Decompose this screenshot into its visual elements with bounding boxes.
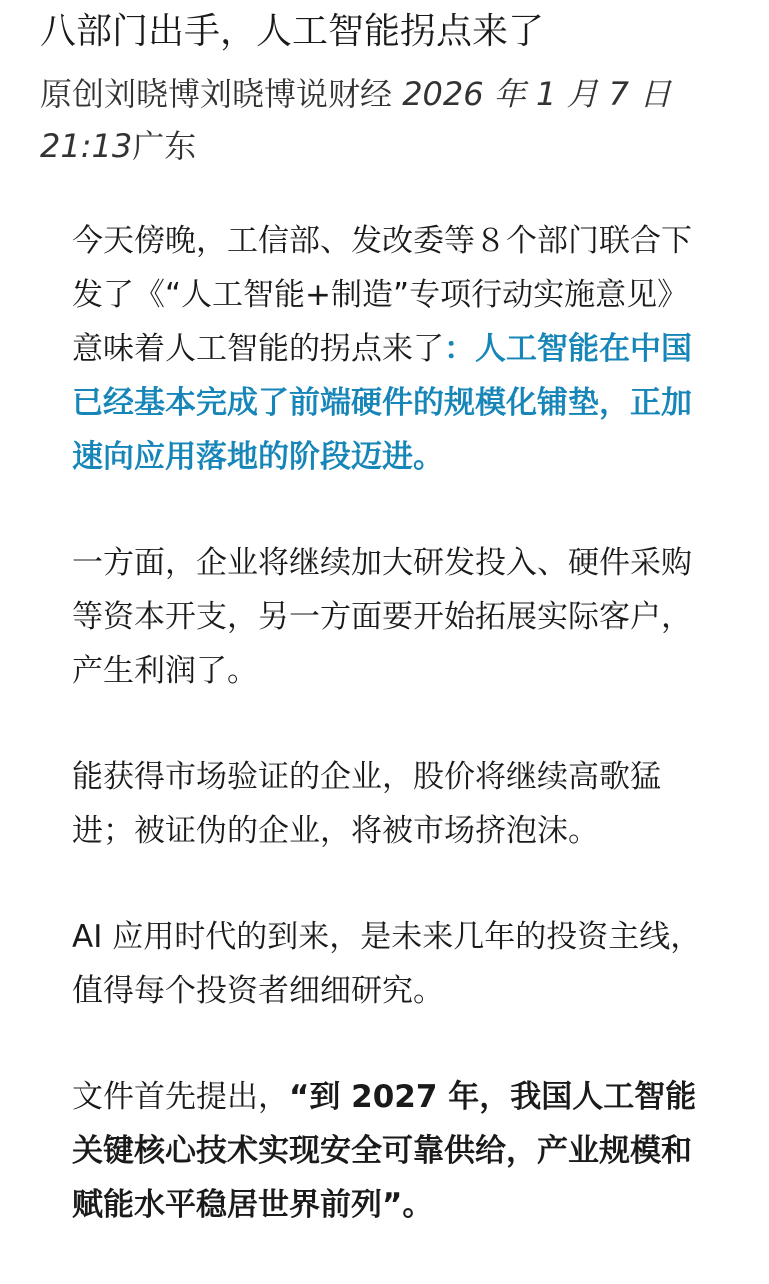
bold-quote: “到 2027 年，我国人工智能关键核心技术实现安全可靠供给，产业规模和赋能水平稳居世界前列”。 bbox=[72, 1079, 697, 1223]
paragraph-4-text: AI 应用时代的到来，是未来几年的投资主线，值得每个投资者细细研究。 bbox=[72, 919, 702, 1009]
publish-date: 2026 年 1 月 7 日 bbox=[402, 75, 672, 113]
article-title: 八部门出手，人工智能拐点来了 bbox=[40, 11, 545, 52]
article-body bbox=[72, 214, 702, 1284]
paragraph-2-text: 一方面，企业将继续加大研发投入、硬件采购等资本开支，另一方面要开始拓展实际客户，产生利润了。 bbox=[72, 545, 692, 689]
paragraph-5-text: 文件首先提出， bbox=[72, 1079, 289, 1115]
publish-location: 广东 bbox=[132, 127, 197, 165]
author-label[interactable]: 原创刘晓博刘晓博说财经 bbox=[40, 75, 393, 113]
paragraph-1-text: 今天傍晚，工信部、发改委等８个部门联合下发了《“人工智能+制造”专项行动实施意见》意味着人工智能的拐点来了 bbox=[72, 223, 692, 367]
paragraph-3 bbox=[72, 750, 702, 858]
paragraph-4 bbox=[72, 910, 702, 1018]
publish-time: 21:13 bbox=[40, 127, 133, 165]
paragraph-1 bbox=[72, 214, 702, 484]
paragraph-5 bbox=[72, 1070, 702, 1232]
paragraph-2 bbox=[72, 536, 702, 698]
article-meta bbox=[40, 68, 740, 172]
highlight-text: ：人工智能在中国已经基本完成了前端硬件的规模化铺垫，正加速向应用落地的阶段迈进。 bbox=[72, 331, 692, 475]
paragraph-3-text: 能获得市场验证的企业，股价将继续高歌猛进；被证伪的企业，将被市场挤泡沫。 bbox=[72, 759, 661, 849]
